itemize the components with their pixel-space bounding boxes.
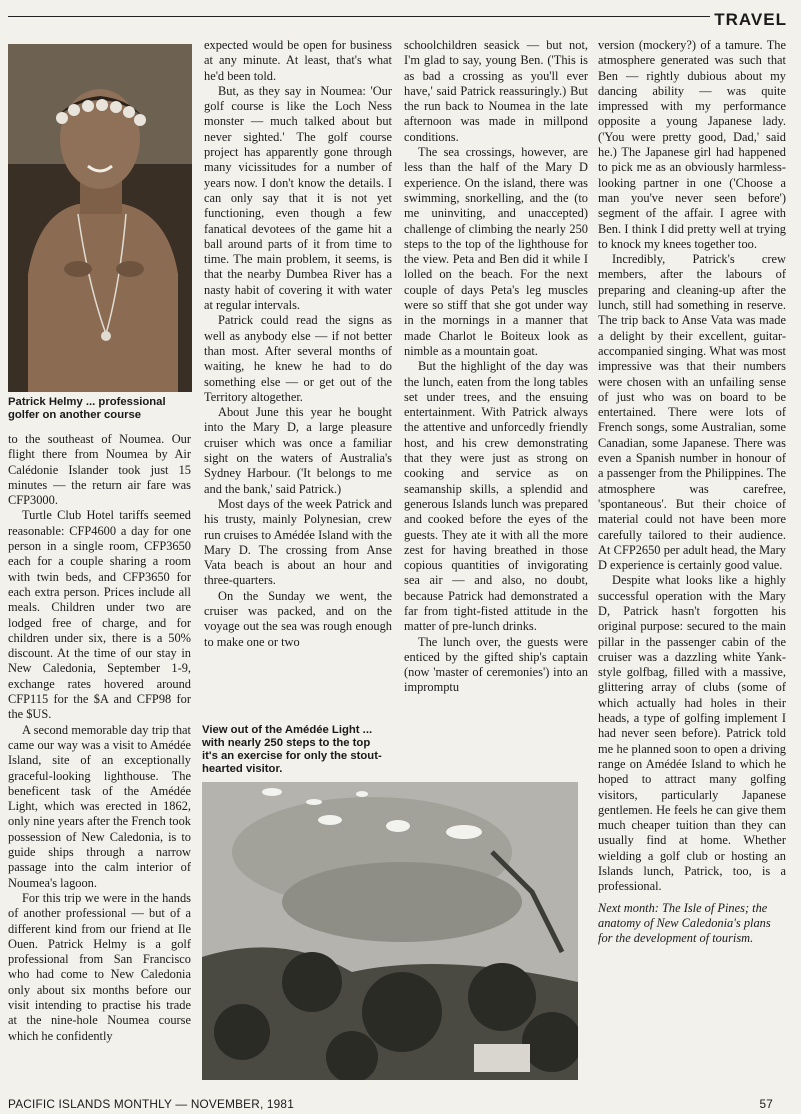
aerial-photo bbox=[202, 782, 578, 1080]
section-title: TRAVEL bbox=[714, 10, 787, 29]
paragraph: Turtle Club Hotel tariffs seemed reasonable: CFP4600 a day for one person in a single room, CFP3650 each for a couple sharing a room with twin beds, and CFP3650 for each extra person. Prices include all meals. Children under two are lodged free of charge, and for children under six, there is a 50% discount. At the time of our stay in New Caledonia, September 1-9, exchange rates hovered around CFP115 for the $A and CFP98 for the $US. bbox=[8, 508, 191, 722]
portrait-illustration bbox=[8, 44, 192, 392]
paragraph: But, as they say in Noumea: 'Our golf course is like the Loch Ness monster — much talked about but never sighted.' The golf course project has apparently gone through many vicissitudes for a number of years now. I don't know the details. I can only say that it is not yet functioning, even though a few fanatical devotees of the game hit a ball around parts of it from time to time. The main problem, it seems, is that the nearby Dumbea River has a nasty habit of covering it with water at regular intervals. bbox=[204, 83, 392, 313]
paragraph: expected would be open for business at any minute. At least, that's what he'd been told. bbox=[204, 38, 392, 83]
next-month-teaser: Next month: The Isle of Pines; the anatomy of New Caledonia's plans for the development of tourism. bbox=[598, 900, 771, 946]
paragraph: About June this year he bought into the Mary D, a large pleasure cruiser which was once a familiar sight on the waters of Australia's Sydney Harbour. ('It belongs to me and the bank,' said Patrick.) bbox=[204, 405, 392, 496]
publication-footer: PACIFIC ISLANDS MONTHLY — NOVEMBER, 1981 bbox=[8, 1097, 294, 1111]
paragraph: Most days of the week Patrick and his trusty, mainly Polynesian, crew run cruises to Amédée Island with the Mary D. The crossing from Anse Vata beach is about an hour and three-quarters. bbox=[204, 496, 392, 588]
aerial-illustration bbox=[202, 782, 578, 1080]
page-number: 57 bbox=[759, 1097, 773, 1111]
paragraph: Patrick could read the signs as well as anybody else — if not better than most. After several months of waiting, he knew he had to do something else — or get out of the Territory altogether. bbox=[204, 313, 392, 404]
article-column-4 bbox=[598, 38, 786, 947]
paragraph: For this trip we were in the hands of another professional — but of a different kind from our friend at Ile Ouen. Patrick Helmy is a golf professional from San Francisco who had come to New Caledonia only about six months before our visit intending to practise his trade at the nine-hole Noumea course which he confidently bbox=[8, 890, 191, 1043]
paragraph: to the southeast of Noumea. Our flight there from Noumea by Air Calédonie Islander took just 15 minutes — the return air fare was CFP3000. bbox=[8, 432, 191, 508]
paragraph: Despite what looks like a highly successful operation with the Mary D, Patrick hasn't forgotten his original purpose: secured to the main pillar in the passenger cabin of the cruiser was a dazzling white Yank-style golfbag, filled with a massive, glittering array of clubs (some of which actually had holes in their heads, a type of golfing implement I had never seen before). Patrick told me he planned soon to open a driving range on Amédée Island to which he hoped to attract many golfing visitors, particularly Japanese gentlemen. He feels he can give them much cheaper tuition than they can usually find at home. Whether wielding a golf club or hosting an Islands lunch, Patrick, too, is a professional. bbox=[598, 573, 786, 894]
paragraph: version (mockery?) of a tamure. The atmosphere generated was such that Ben — rightly dubious about my dancing ability — was quite impressed with my performance opposite a young Japanese lady. ('You were pretty good, Dad,' said he.) The Japanese girl had happened to pick me as an obviously harmless-looking partner in one ('Choose a man you've never seen before') segment of the affair. I agree with Ben. I think I did pretty well at trying to knock my knees together too. bbox=[598, 38, 786, 251]
header-rule bbox=[8, 16, 710, 17]
paragraph: On the Sunday we went, the cruiser was packed, and on the voyage out the sea was rough enough to make one or two bbox=[204, 588, 392, 649]
paragraph: A second memorable day trip that came our way was a visit to Amédée Island, site of an exceptionally graceful-looking lighthouse. The beneficent task of the Amédée Light, which was erected in 1862, only nine years after the French took possession of New Caledonia, is to guide ships through a narrow passage into the calm interior of Noumea's lagoon. bbox=[8, 722, 191, 890]
portrait-photo bbox=[8, 44, 192, 392]
portrait-caption: Patrick Helmy ... professional golfer on another course bbox=[8, 396, 166, 421]
article-column-2 bbox=[204, 38, 392, 650]
article-column-1 bbox=[8, 432, 191, 1044]
paragraph: The sea crossings, however, are less than the half of the Mary D experience. On the island, there was swimming, snorkelling, and the (to me uninviting, and unaccepted) challenge of climbing the nearly 250 steps to the top of the lighthouse for the view. Peta and Ben did it while I lolled on the beach. For the next couple of days Peta's leg muscles were so stiff that she got under way in the mornings in a manner that made Charlot le Boiteux look as nimble as a mountain goat. bbox=[404, 145, 588, 358]
paragraph: Incredibly, Patrick's crew members, after the labours of preparing and cleaning-up after the lunch, still had something in reserve. The trip back to Anse Vata was made a delight by their excellent, guitar-accompanied singing. What was most impressive was that their numbers were chosen with an unfailing sense of just who was on board to be entertained. There were lots of French songs, some Australian, some Canadian, some Japanese. There was even a Spanish number in honour of a passenger from the Philippines. The atmosphere was carefree, 'spontaneous'. But their choice of material could not have been more carefully tailored to their audience. At CFP2650 per adult head, the Mary D experience is certainly good value. bbox=[598, 252, 786, 573]
aerial-caption: View out of the Amédée Light ... with nearly 250 steps to the top it's an exercise for only the stout-hearted visitor. bbox=[202, 724, 382, 775]
paragraph: schoolchildren seasick — but not, I'm glad to say, young Ben. ('This is as bad a crossing as you'll ever have,' said Patrick reassuringly.) But the run back to Noumea in the late afternoon was made in millpond conditions. bbox=[404, 38, 588, 144]
paragraph: The lunch over, the guests were enticed by the gifted ship's captain (now 'master of ceremonies') into an impromptu bbox=[404, 634, 588, 695]
paragraph: But the highlight of the day was the lunch, eaten from the long tables set under trees, and the ensuing entertainment. With Patrick always the attentive and unforcedly friendly host, and his crew demonstrating that they were just as strong on cooking and service as on seamanship skills, a splendid and generous Islands lunch was prepared and cooked before the eyes of the guests. They ate it with all the more zest for having breathed in those copious quantities of invigorating sea air — and also, no doubt, because Patrick had demonstrated a far from tight-fisted attitude in the matter of pre-lunch drinks. bbox=[404, 359, 588, 634]
article-column-3 bbox=[404, 38, 588, 696]
